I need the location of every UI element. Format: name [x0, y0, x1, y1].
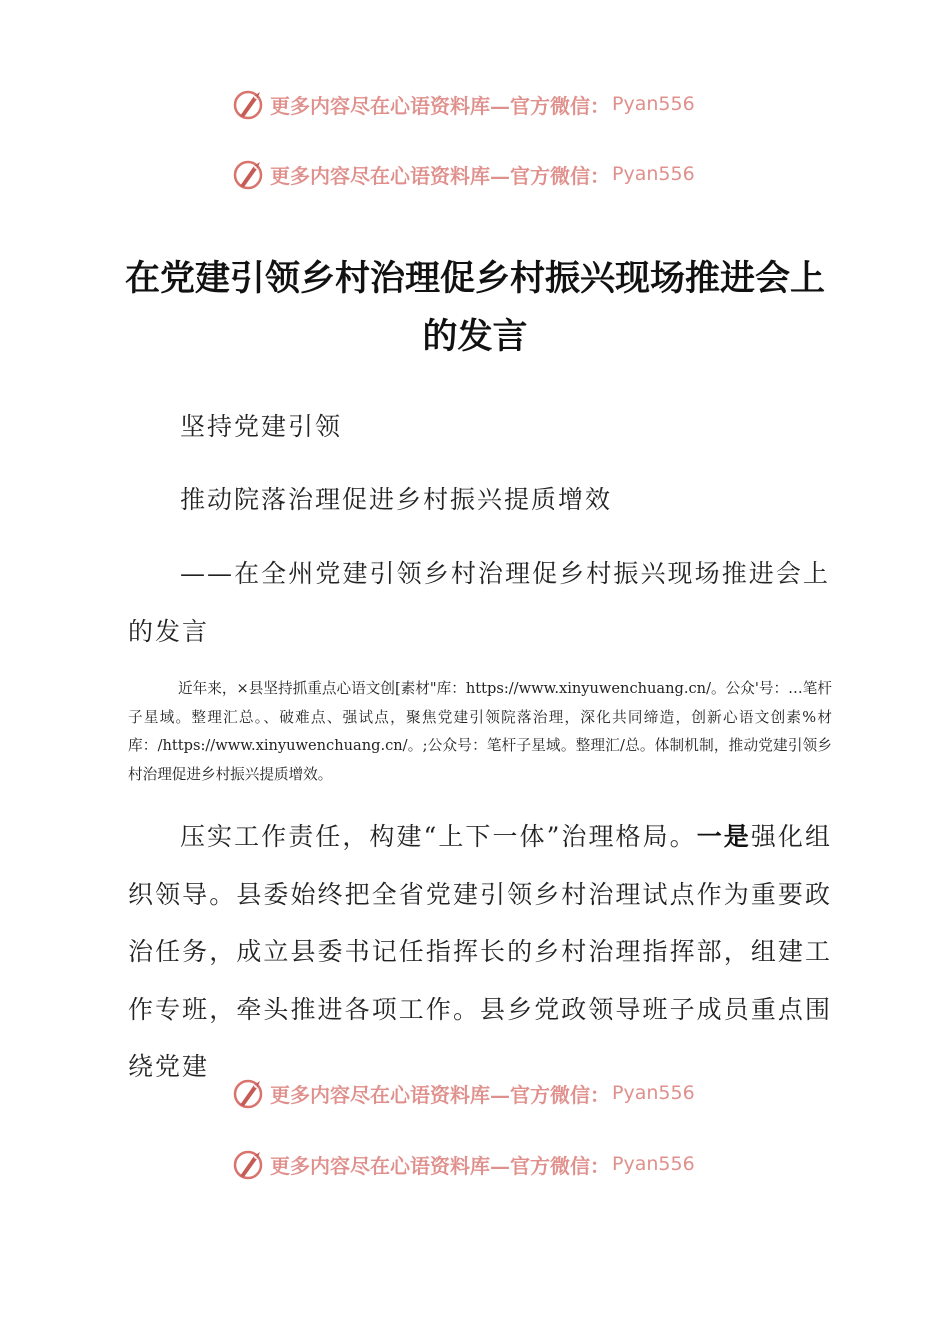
intro-paragraph: 近年来，×县坚持抓重点心语文创[素材"库：https://www.xinyuwenchuang.cn/。公众'号：…笔杆子星域。整理汇总。、破难点、强试点，聚焦党建引领院落治理，深化共同缔造，创新心语文创素%材库：/https://www.xinyuwenchuang.cn/。;公众号：笔杆子星域。整理汇/总。体制机制，推动党建引领乡村治理促进乡村振兴提质增效。 [128, 680, 832, 783]
watermark-text: 更多内容尽在心语资料库—官方微信： [270, 1082, 610, 1107]
fountain-pen-logo-icon [230, 1075, 266, 1111]
fountain-pen-logo-icon [230, 1146, 266, 1182]
fountain-pen-logo-icon [230, 86, 266, 122]
subtitle: ——在全州党建引领乡村治理促乡村振兴现场推进会上的发言 [128, 559, 830, 646]
watermark-banner-bottom-2 [230, 1144, 695, 1184]
body-lead: 一是 [696, 822, 751, 851]
watermark-banner-top-2 [230, 154, 695, 194]
heading-2: 推动院落治理促进乡村振兴提质增效 [180, 485, 613, 514]
watermark-contact: Pyan556 [612, 1153, 695, 1175]
body-rest: 强化组织领导。县委始终把全省党建引领乡村治理试点作为重要政治任务，成立县委书记任指挥长的乡村治理指挥部，组建工作专班，牵头推进各项工作。县乡党政领导班子成员重点围绕党建 [128, 822, 832, 1081]
watermark-text: 更多内容尽在心语资料库—官方微信： [270, 163, 610, 188]
watermark-banner-top-1 [230, 84, 695, 124]
body-start: 压实工作责任，构建“上下一体”治理格局。 [180, 822, 697, 851]
heading-1: 坚持党建引领 [180, 412, 343, 441]
watermark-text: 更多内容尽在心语资料库—官方微信： [270, 93, 610, 118]
watermark-banner-bottom-1 [230, 1073, 695, 1113]
watermark-contact: Pyan556 [612, 93, 695, 115]
watermark-contact: Pyan556 [612, 1082, 695, 1104]
watermark-text: 更多内容尽在心语资料库—官方微信： [270, 1153, 610, 1178]
body-paragraph [128, 808, 832, 1096]
watermark-contact: Pyan556 [612, 163, 695, 185]
fountain-pen-logo-icon [230, 156, 266, 192]
document-title: 在党建引领乡村治理促乡村振兴现场推进会上的发言 [124, 259, 825, 357]
